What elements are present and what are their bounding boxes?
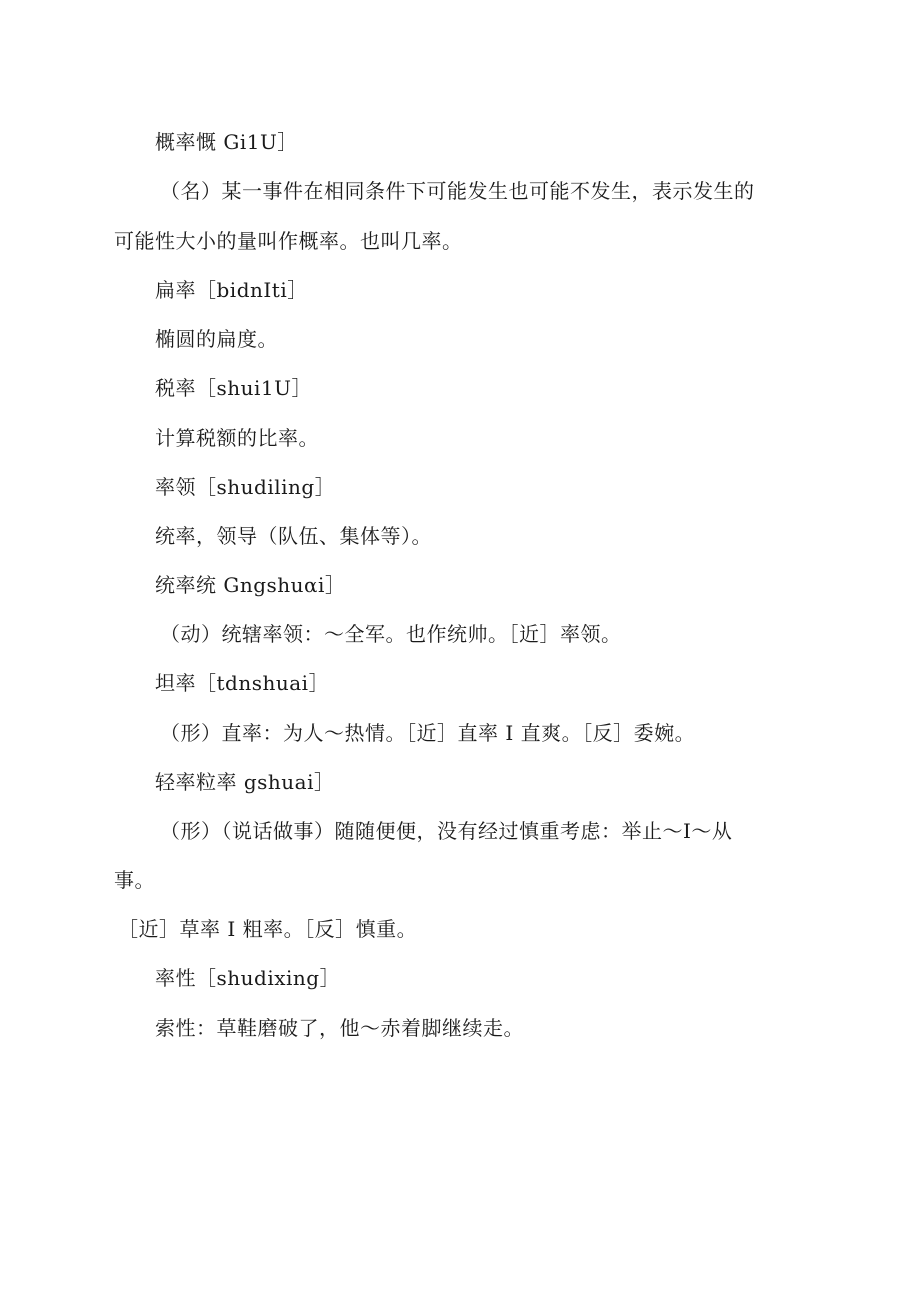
- entry-definition: 椭圆的扁度。: [155, 327, 278, 351]
- entry-definition: 计算税额的比率。: [155, 426, 319, 450]
- entry-definition: （形）（说话做事）随随便便，没有经过慎重考虑：举止～I～从: [160, 819, 733, 843]
- entry-definition-continued: 可能性大小的量叫作概率。也叫几率。: [114, 229, 463, 253]
- entry-definition-continued: 事。: [114, 868, 155, 892]
- entry-headword: 率领［shudiling］: [155, 475, 336, 499]
- entry-headword: 统率统 Gngshuαi］: [155, 573, 346, 597]
- entry-headword: 率性［shudixing］: [155, 966, 341, 990]
- entry-headword: 轻率粒率 gshuai］: [155, 770, 335, 794]
- entry-definition: 统率，领导（队伍、集体等）。: [155, 524, 432, 548]
- entry-definition: 索性：草鞋磨破了，他～赤着脚继续走。: [155, 1016, 524, 1040]
- entry-headword: 扁率［bidnIti］: [155, 278, 308, 302]
- entry-headword: 税率［shui1U］: [155, 376, 313, 400]
- entry-definition: （名）某一事件在相同条件下可能发生也可能不发生，表示发生的: [160, 179, 755, 203]
- entry-headword: 坦率［tdnshuai］: [155, 671, 330, 695]
- entry-definition-continued: ［近］草率 I 粗率。［反］慎重。: [118, 917, 418, 941]
- entry-definition: （动）统辖率领：～全军。也作统帅。［近］率领。: [160, 622, 622, 646]
- entry-definition: （形）直率：为人～热情。［近］直率 I 直爽。［反］委婉。: [160, 721, 696, 745]
- entry-headword: 概率慨 Gi1U］: [155, 130, 298, 154]
